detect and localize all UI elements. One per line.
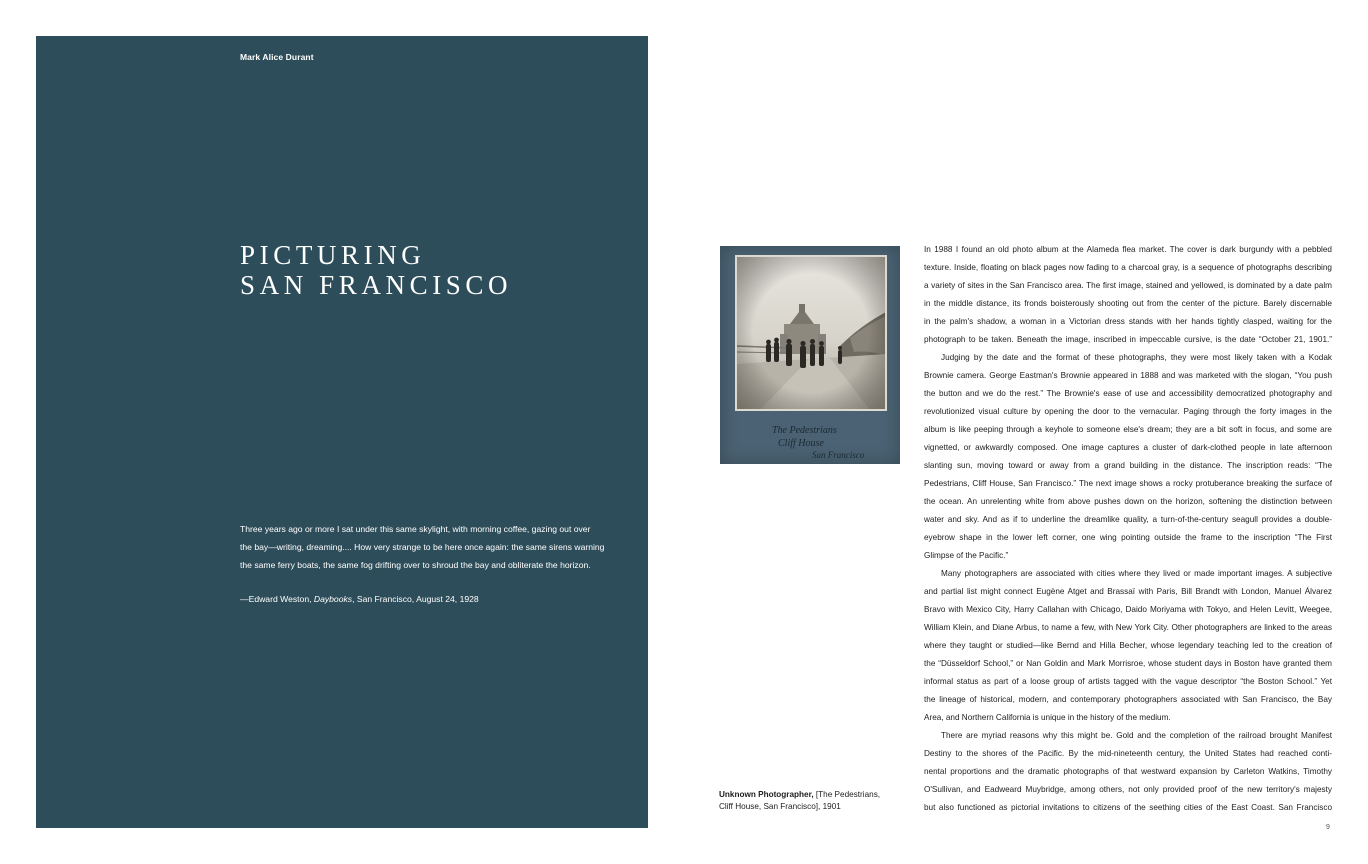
caption-photographer: Unknown Photographer, [719, 790, 814, 799]
body-line: Destiny to the shores of the Pacific. By the mid-nineteenth century, the United States had reached conti- [924, 749, 1332, 758]
epigraph [240, 520, 625, 574]
body-line: Many photographers are associated with cities where they lived or made important images. A subjective [941, 569, 1332, 578]
caption-title-start: [The Pedestrians, [813, 790, 881, 799]
attribution-prefix: —Edward Weston, [240, 594, 314, 604]
body-line: and partial list might connect Eugène Atget and Brassaï with Paris, Bill Brandt with London, Manuel Álvarez [924, 587, 1332, 596]
body-line: photograph to be taken. Beneath the image, inscribed in impeccable cursive, is the date “October 21, 1901.” [924, 335, 1332, 344]
body-line: nental proportions and the dramatic photographs of that westward expansion by Carleton Watkins, Timothy [924, 767, 1332, 776]
inscription-line-1: The Pedestrians [772, 425, 837, 436]
epigraph-attribution [240, 594, 479, 604]
body-line: slanting sun, moving toward or away from a grand building in the distance. The inscription reads: “The [924, 461, 1332, 470]
body-line: William Klein, and Diane Arbus, to name a few, with New York City. Other photographers are linked to the areas [924, 623, 1332, 632]
body-line: album is like peeping through a keyhole to someone else's dream; they are a bit soft in focus, and some are [924, 425, 1332, 434]
body-line: eyebrow shape in the lower left corner, one wing pointing outside the frame to the inscription “The First [924, 533, 1332, 542]
body-line: There are myriad reasons why this might be. Gold and the completion of the railroad brought Manifest [941, 731, 1332, 740]
body-line: the “Düsseldorf School,” or Nan Goldin and Mark Morrisroe, whose student days in Boston have granted them [924, 659, 1332, 668]
body-line: Bravo with Mexico City, Harry Callahan with Chicago, Daido Moriyama with Tokyo, and Helen Levitt, Weegee, [924, 605, 1332, 614]
body-line: vignetted, or awkwardly composed. One image captures a cluster of dark-clothed people in late afternoon [924, 443, 1332, 452]
body-line: but also functioned as pictorial invitations to citizens of the seething cities of the East Coast. San Francisco [924, 803, 1332, 812]
body-line: water and sky. And as if to underline the dreamlike quality, a turn-of-the-century seagull provides a double- [924, 515, 1332, 524]
body-line: Brownie camera. George Eastman's Brownie appeared in 1888 and was marketed with the slogan, “You push [924, 371, 1332, 380]
body-line: the button and we do the rest.” The Brownie's ease of use and accessibility democratized photography and [924, 389, 1332, 398]
body-line: Judging by the date and the format of these photographs, they were most likely taken with a Kodak [941, 353, 1332, 362]
essay-body-text [924, 241, 1332, 817]
body-line: Area, and Northern California is unique in the history of the medium. [924, 713, 1171, 722]
body-line: the ocean. An unrelenting white from above pushes down on the horizon, softening the distinction between [924, 497, 1332, 506]
body-line: O'Sullivan, and Eadweard Muybridge, among others, not only provided proof of the new territory's majesty [924, 785, 1332, 794]
body-line: where they taught or studied—like Bernd and Hilla Becher, whose legendary teaching led to the creation of [924, 641, 1332, 650]
album-photo [720, 246, 900, 464]
body-line: the lineage of historical, modern, and contemporary photographers associated with San Francisco, the Bay [924, 695, 1332, 704]
body-line: in the middle distance, its fronds boisterously shooting out from the center of the picture. Barely discernable [924, 299, 1332, 308]
author-name: Mark Alice Durant [240, 52, 314, 62]
epigraph-line: Three years ago or more I sat under this same skylight, with morning coffee, gazing out over [240, 524, 591, 534]
body-line: revolutionized visual culture by opening the door to the vernacular. Paging through the forty images in the [924, 407, 1332, 416]
chapter-title [240, 240, 512, 300]
caption-title-end: Cliff House, San Francisco], 1901 [719, 802, 841, 811]
body-line: in the palm's shadow, a woman in a Victorian dress stands with her hands tightly clasped, waiting for the [924, 317, 1332, 326]
chapter-title-line-1: PICTURING [240, 240, 426, 270]
body-line: texture. Inside, floating on black pages now fading to a charcoal gray, is a sequence of photographs describing [924, 263, 1332, 272]
attribution-work: Daybooks [313, 594, 353, 604]
body-line: Pedestrians, Cliff House, San Francisco.” The next image shows a rocky protuberance breaking the surface of [924, 479, 1332, 488]
body-line: Glimpse of the Pacific.” [924, 551, 1009, 560]
body-line: a variety of sites in the San Francisco area. The first image, stained and yellowed, is dominated by a date palm [924, 281, 1332, 290]
body-line: In 1988 I found an old photo album at the Alameda flea market. The cover is dark burgundy with a pebbled [924, 245, 1332, 254]
inscription-line-3: San Francisco [812, 450, 865, 460]
photo-caption [719, 789, 889, 813]
inscription-line-2: Cliff House [778, 438, 824, 449]
attribution-suffix: , San Francisco, August 24, 1928 [352, 594, 479, 604]
epigraph-line: the same ferry boats, the same fog drifting over to shroud the bay and obliterate the horizon. [240, 560, 591, 570]
left-page-panel [36, 36, 648, 828]
pedestrians-photo-image [720, 246, 900, 464]
page-number: 9 [1326, 824, 1330, 831]
body-line: informal status as part of a loose group of artists tagged with the vague descriptor “the Boston School.” Yet [924, 677, 1332, 686]
chapter-title-line-2: SAN FRANCISCO [240, 270, 513, 300]
epigraph-line: the bay—writing, dreaming.... How very strange to be here once again: the same sirens warning [240, 542, 605, 552]
